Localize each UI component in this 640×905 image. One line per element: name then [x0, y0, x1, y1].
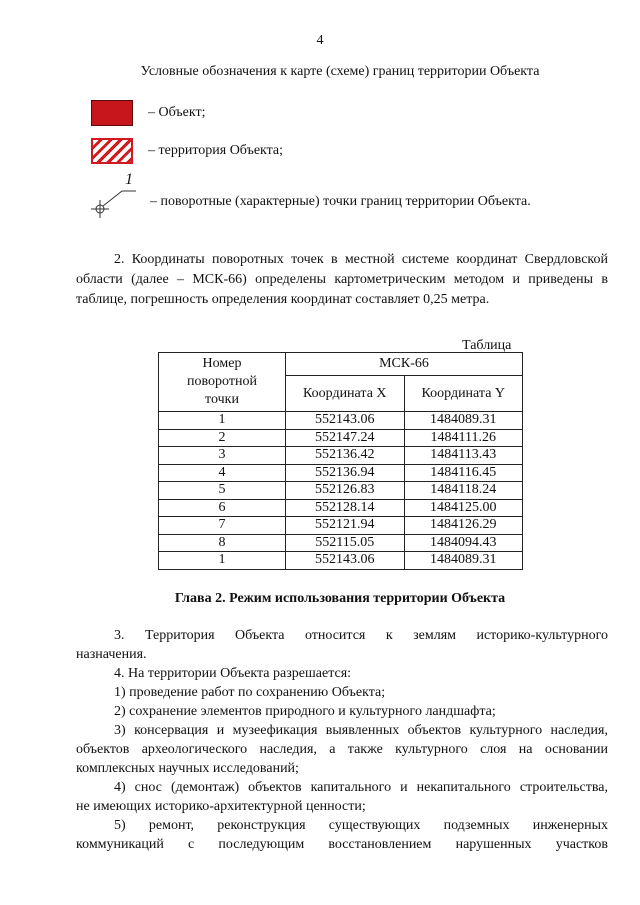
- coord-y-cell: 1484126.29: [404, 517, 523, 535]
- table-row: [159, 412, 523, 430]
- table-row: [159, 464, 523, 482]
- boundary-point-marker-icon: [88, 175, 148, 219]
- coord-y-cell: 1484089.31: [404, 552, 523, 570]
- coord-x-cell: 552143.06: [286, 412, 405, 430]
- point-number-cell: 3: [159, 447, 286, 465]
- coord-x-cell: 552115.05: [286, 534, 405, 552]
- paragraph-3-line-2: назначения.: [76, 647, 147, 662]
- page-number: 4: [316, 33, 324, 48]
- legend-title: Условные обозначения к карте (схеме) границ территории Объекта: [140, 64, 540, 79]
- legend-label-object: – Объект;: [148, 105, 206, 120]
- solid-red-square-icon: [91, 100, 133, 126]
- paragraph-2: 2. Координаты поворотных точек в местной системе координат Свердловской области (далее – МСК-66) определены картометрическим методом и приведены в таблице, погрешность определения координат составляет 0,25 метра.: [76, 252, 608, 307]
- coord-x-cell: 552128.14: [286, 499, 405, 517]
- list-item-5-line-1: 5) ремонт, реконструкция существующих подземных инженерных: [114, 818, 608, 833]
- coord-y-cell: 1484111.26: [404, 429, 523, 447]
- table-caption: Таблица: [462, 338, 512, 353]
- coordinates-table-body: [159, 412, 523, 570]
- point-number-cell: 1: [159, 552, 286, 570]
- list-item-2: 2) сохранение элементов природного и культурного ландшафта;: [114, 704, 496, 719]
- coord-x-cell: 552126.83: [286, 482, 405, 500]
- hatched-red-square-icon: [91, 138, 133, 164]
- legend-label-points: – поворотные (характерные) точки границ территории Объекта.: [150, 194, 531, 209]
- coord-y-cell: 1484116.45: [404, 464, 523, 482]
- coordinates-table: [158, 352, 523, 570]
- point-number-cell: 2: [159, 429, 286, 447]
- table-row: [159, 447, 523, 465]
- coord-x-cell: 552121.94: [286, 517, 405, 535]
- point-number-cell: 1: [159, 412, 286, 430]
- coord-y-cell: 1484118.24: [404, 482, 523, 500]
- header-point-number: Номер поворотной точки: [159, 353, 286, 412]
- list-item-4-line-1: 4) снос (демонтаж) объектов капитального и некапитального строительства,: [114, 780, 608, 795]
- coord-y-cell: 1484113.43: [404, 447, 523, 465]
- paragraph-4: 4. На территории Объекта разрешается:: [114, 666, 352, 681]
- point-number-cell: 4: [159, 464, 286, 482]
- coord-x-cell: 552143.06: [286, 552, 405, 570]
- header-system: МСК-66: [286, 353, 523, 376]
- point-number-cell: 6: [159, 499, 286, 517]
- list-item-3-line-1: 3) консервация и музеефикация выявленных объектов культурного наследия,: [114, 723, 608, 738]
- header-x: Координата X: [286, 376, 405, 412]
- coord-y-cell: 1484094.43: [404, 534, 523, 552]
- coord-x-cell: 552147.24: [286, 429, 405, 447]
- list-item-4-line-2: не имеющих историко-архитектурной ценности;: [76, 799, 366, 814]
- table-row: [159, 552, 523, 570]
- table-row: [159, 517, 523, 535]
- legend-item-object: [88, 98, 205, 128]
- list-item-3-line-2: объектов археологического наследия, а также культурного слоя на основании: [76, 742, 608, 757]
- legend-item-points: [88, 171, 531, 219]
- coord-y-cell: 1484089.31: [404, 412, 523, 430]
- point-number-cell: 7: [159, 517, 286, 535]
- table-row: [159, 429, 523, 447]
- boundary-point-number: 1: [125, 171, 133, 188]
- table-row: [159, 499, 523, 517]
- coord-x-cell: 552136.94: [286, 464, 405, 482]
- legend-label-territory: – территория Объекта;: [148, 143, 284, 158]
- point-number-cell: 8: [159, 534, 286, 552]
- list-item-5-line-2: коммуникаций с последующим восстановлением нарушенных участков: [76, 837, 608, 852]
- list-item-3-line-3: комплексных научных исследований;: [76, 761, 299, 776]
- legend-item-territory: [88, 136, 283, 166]
- point-number-cell: 5: [159, 482, 286, 500]
- table-row: [159, 482, 523, 500]
- chapter-title: Глава 2. Режим использования территории Объекта: [174, 591, 506, 606]
- header-y: Координата Y: [404, 376, 523, 412]
- table-row: [159, 534, 523, 552]
- list-item-1: 1) проведение работ по сохранению Объекта;: [114, 685, 386, 700]
- coord-y-cell: 1484125.00: [404, 499, 523, 517]
- coord-x-cell: 552136.42: [286, 447, 405, 465]
- paragraph-3-line-1: 3. Территория Объекта относится к землям историко-культурного: [114, 628, 608, 643]
